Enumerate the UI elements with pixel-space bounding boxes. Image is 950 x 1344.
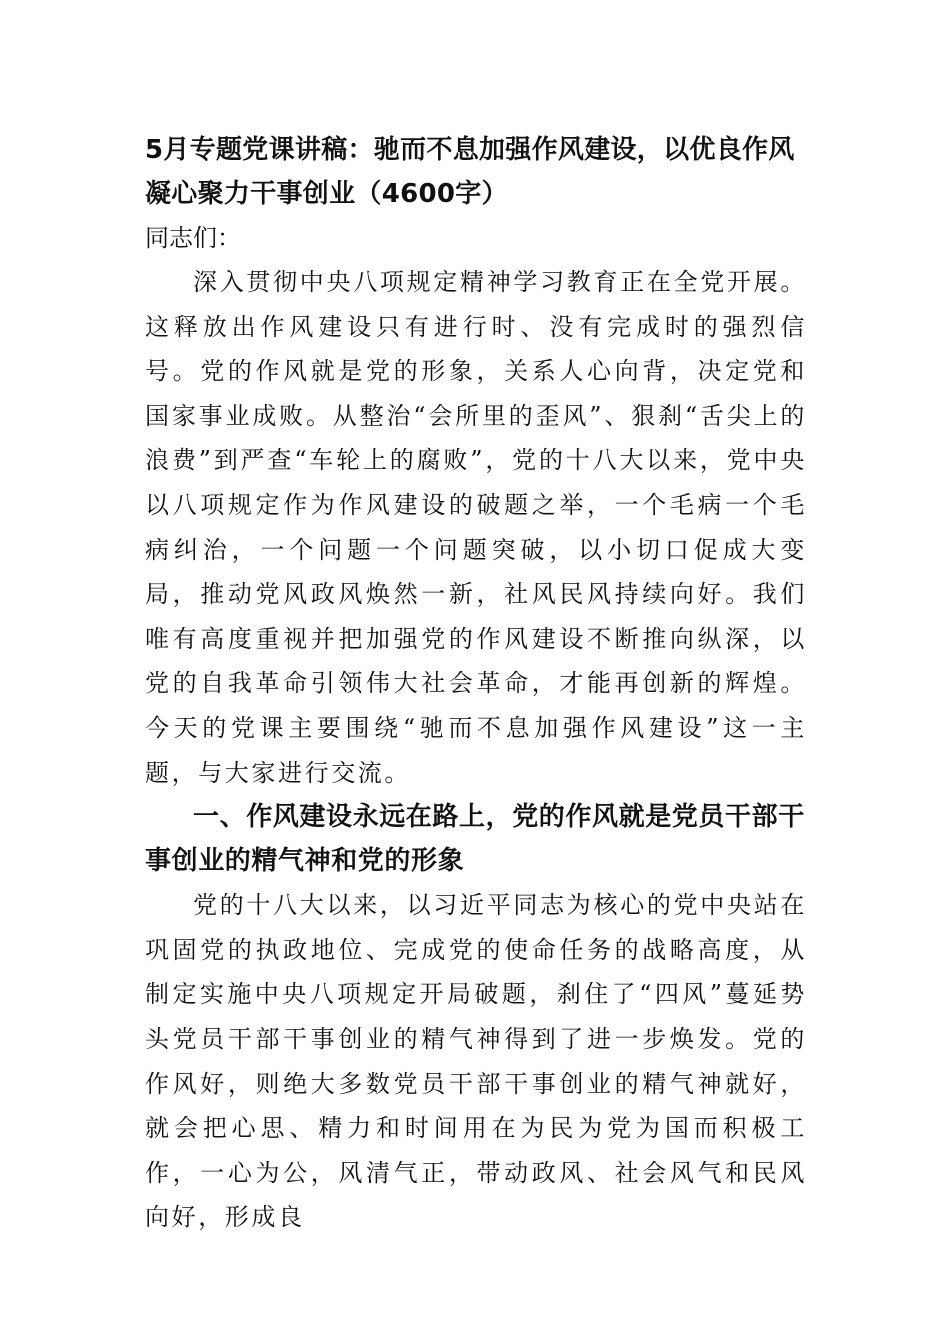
- section-heading: 一、作风建设永远在路上，党的作风就是党员干部干事创业的精气神和党的形象: [145, 802, 805, 877]
- greeting: 同志们：: [145, 224, 241, 252]
- intro-paragraph: 深入贯彻中央八项规定精神学习教育正在全党开展。这释放出作风建设只有进行时、没有完成时的强烈信号。党的作风就是党的形象，关系人心向背，决定党和国家事业成败。从整治“会所里的歪风”、狠刹“舌尖上的浪费”到严查“车轮上的腐败”，党的十八大以来，党中央以八项规定作为作风建设的破题之举，一个毛病一个毛病纠治，一个问题一个问题突破，以小切口促成大变局，推动党风政风焕然一新，社风民风持续向好。我们唯有高度重视并把加强党的作风建设不断推向纵深，以党的自我革命引领伟大社会革命，才能再创新的辉煌。今天的党课主要围绕“驰而不息加强作风建设”这一主题，与大家进行交流。: [145, 268, 807, 787]
- document-page: [145, 128, 807, 1240]
- section-paragraph: 党的十八大以来，以习近平同志为核心的党中央站在巩固党的执政地位、完成党的使命任务的战略高度，从制定实施中央八项规定开局破题，刹住了“四风”蔓延势头党员干部干事创业的精气神得到了进一步焕发。党的作风好，则绝大多数党员干部干事创业的精气神就好，就会把心思、精力和时间用在为民为党为国而积极工作，一心为公，风清气正，带动政风、社会风气和民风向好，形成良: [145, 891, 807, 1232]
- document-title: 5月专题党课讲稿：驰而不息加强作风建设，以优良作风凝心聚力干事创业（4600字）: [145, 135, 795, 209]
